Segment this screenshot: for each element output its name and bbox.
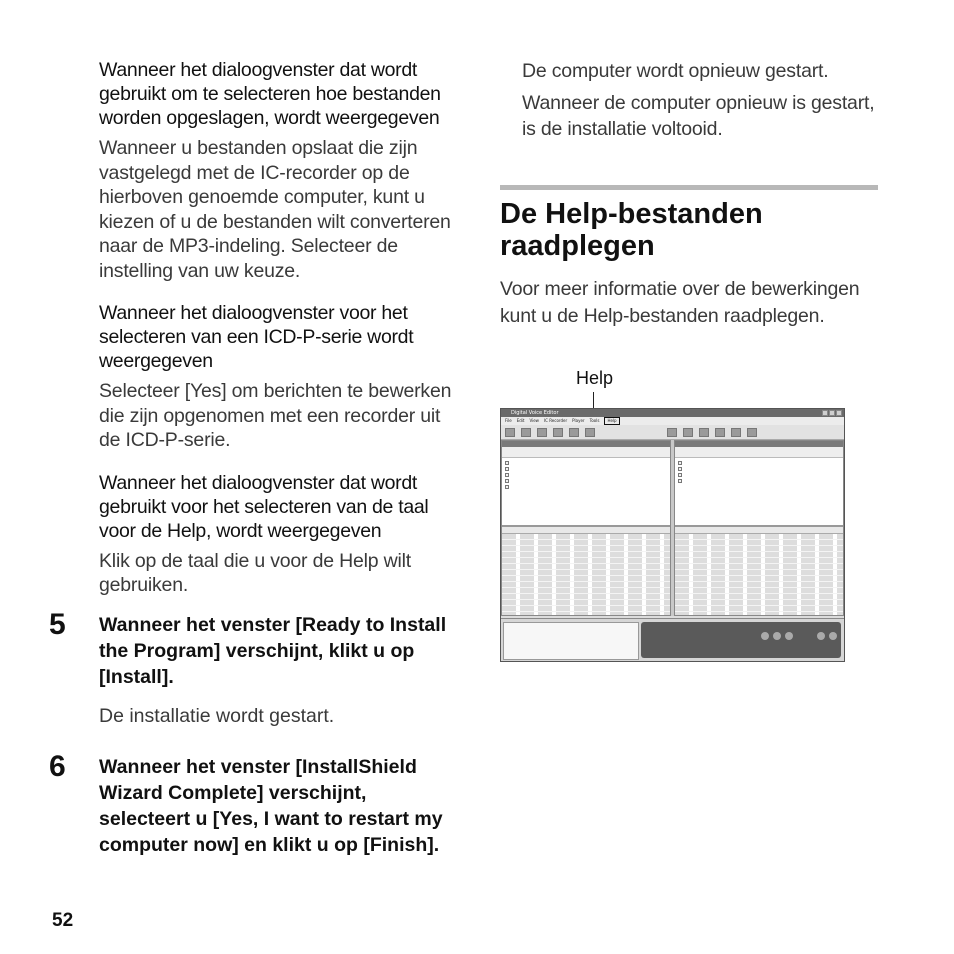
language-dialog-heading: Wanneer het dialoogvenster dat wordt gebruikt voor het selecteren van de taal voor de Help, wordt weergegeven xyxy=(99,471,429,542)
install-complete-text: Wanneer de computer opnieuw is gestart, is de installatie voltooid. xyxy=(522,92,875,140)
step-number: 6 xyxy=(49,749,66,783)
left-column xyxy=(49,58,459,872)
window-titlebar xyxy=(501,409,844,417)
player-panel xyxy=(501,618,844,662)
step-5-result: De installatie wordt gestart. xyxy=(99,704,335,727)
step-5-instruction: Wanneer het venster [Ready to Install the Program] verschijnt, klikt u op [Install]. xyxy=(99,613,447,688)
digital-voice-editor-screenshot xyxy=(500,408,845,662)
menu-edit[interactable]: Edit xyxy=(516,418,525,423)
menu-ic-recorder[interactable]: IC Recorder xyxy=(543,418,568,423)
toolbar-button[interactable] xyxy=(747,428,757,437)
window-title: Digital Voice Editor xyxy=(511,410,559,416)
toolbar-button[interactable] xyxy=(731,428,741,437)
pane-toolbar xyxy=(502,447,670,458)
control-knob[interactable] xyxy=(829,632,837,640)
menu-player[interactable]: Player xyxy=(572,418,585,423)
step-5 xyxy=(49,607,459,728)
control-knob[interactable] xyxy=(773,632,781,640)
restart-text: De computer wordt opnieuw gestart. xyxy=(522,60,829,82)
file-list xyxy=(675,525,843,615)
menu-tools[interactable]: Tools xyxy=(589,418,600,423)
step-6 xyxy=(49,749,459,858)
save-dialog-body: Wanneer u bestanden opslaat die zijn vastgelegd met de IC-recorder op de hierboven genoemde computer, kunt u kiezen of u de bestanden wilt converteren naar de MP3-indeling. Selecteer de instelling van uw keuze. xyxy=(99,137,451,282)
help-callout-label: Help xyxy=(576,368,614,388)
recorder-pane xyxy=(501,440,671,616)
menu-file[interactable]: File xyxy=(505,418,512,423)
icd-p-dialog-body: Selecteer [Yes] om berichten te bewerken die zijn opgenomen met een recorder uit de ICD-P-serie. xyxy=(99,380,452,451)
right-column xyxy=(500,58,878,348)
folder-item[interactable] xyxy=(678,478,840,484)
toolbar-button[interactable] xyxy=(521,428,531,437)
language-dialog-body: Klik op de taal die u voor de Help wilt gebruiken. xyxy=(99,549,411,596)
toolbar-button[interactable] xyxy=(683,428,693,437)
list-header xyxy=(502,527,670,534)
playback-controls xyxy=(641,622,841,658)
toolbar-button[interactable] xyxy=(537,428,547,437)
list-rows xyxy=(675,534,843,616)
list-rows xyxy=(502,534,670,616)
browser-panes xyxy=(501,440,844,616)
toolbar-button[interactable] xyxy=(585,428,595,437)
playback-display xyxy=(503,622,639,660)
folder-item[interactable] xyxy=(505,484,667,490)
section-rule xyxy=(500,185,878,190)
step-6-instruction: Wanneer het venster [InstallShield Wizard Complete] verschijnt, selecteert u [Yes, I want to restart my computer now] en klikt u op [Finish]. xyxy=(99,755,443,856)
section-title: De Help-bestanden raadplegen xyxy=(500,198,763,262)
page-number: 52 xyxy=(52,910,74,931)
toolbar-button[interactable] xyxy=(553,428,563,437)
list-item[interactable] xyxy=(502,612,670,616)
list-item[interactable] xyxy=(675,612,843,616)
toolbar-button[interactable] xyxy=(569,428,579,437)
toolbar-button[interactable] xyxy=(715,428,725,437)
toolbar xyxy=(501,425,844,440)
list-header xyxy=(675,527,843,534)
step-number: 5 xyxy=(49,607,66,641)
message-list xyxy=(502,525,670,615)
folder-tree xyxy=(675,458,843,486)
control-knob[interactable] xyxy=(785,632,793,640)
menu-view[interactable]: View xyxy=(529,418,539,423)
computer-pane xyxy=(674,440,844,616)
toolbar-button[interactable] xyxy=(505,428,515,437)
folder-tree xyxy=(502,458,670,492)
section-body: Voor meer informatie over de bewerkingen kunt u de Help-bestanden raadplegen. xyxy=(500,278,860,327)
window-controls xyxy=(822,410,842,416)
toolbar-button[interactable] xyxy=(667,428,677,437)
pane-toolbar xyxy=(675,447,843,458)
icd-p-dialog-heading: Wanneer het dialoogvenster voor het selecteren van een ICD-P-serie wordt weergegeven xyxy=(99,302,414,372)
menu-bar xyxy=(501,417,844,425)
control-knob[interactable] xyxy=(817,632,825,640)
menu-help[interactable]: Help xyxy=(604,417,619,425)
toolbar-button[interactable] xyxy=(699,428,709,437)
control-knob[interactable] xyxy=(761,632,769,640)
save-dialog-heading: Wanneer het dialoogvenster dat wordt gebruikt om te selecteren hoe bestanden worden opgeslagen, wordt weergegeven xyxy=(99,59,441,129)
